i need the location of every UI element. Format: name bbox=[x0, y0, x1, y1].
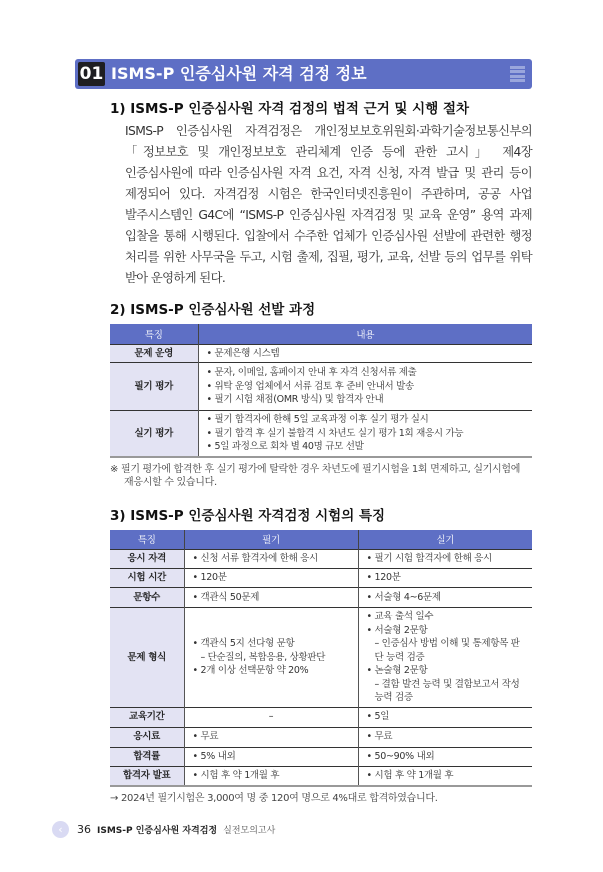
selection-process-table bbox=[110, 324, 532, 458]
table-row bbox=[110, 747, 532, 766]
practical-cell: • 50~90% 내외 bbox=[358, 747, 532, 766]
written-cell: • 객관식 5지 선다형 문항 – 단순질의, 복합응용, 상황판단 • 2개 이상 선택문항 약 20% bbox=[184, 608, 358, 708]
row-label: 합격률 bbox=[110, 747, 184, 766]
written-cell: • 시험 후 약 1개월 후 bbox=[184, 766, 358, 786]
row-label: 문제 형식 bbox=[110, 608, 184, 708]
practical-cell: • 서술형 4~6문제 bbox=[358, 588, 532, 608]
table-row bbox=[110, 569, 532, 588]
row-content: • 문제은행 시스템 bbox=[198, 344, 532, 363]
table-row bbox=[110, 411, 532, 457]
col-header: 특징 bbox=[110, 324, 198, 344]
book-subtitle: 실전모의고사 bbox=[223, 826, 276, 836]
practical-cell: • 시험 후 약 1개월 후 bbox=[358, 766, 532, 786]
written-cell: • 무료 bbox=[184, 727, 358, 747]
row-label: 필기 평가 bbox=[110, 363, 198, 411]
heading-1: 1) ISMS-P 인증심사원 자격 검정의 법적 근거 및 시행 절차 bbox=[110, 101, 470, 117]
row-label: 실기 평가 bbox=[110, 411, 198, 457]
book-title: ISMS-P 인증심사원 자격검정 bbox=[97, 826, 218, 836]
table-row bbox=[110, 727, 532, 747]
col-header: 필기 bbox=[184, 530, 358, 550]
col-header: 내용 bbox=[198, 324, 532, 344]
exam-features-table bbox=[110, 530, 532, 788]
section-title: ISMS-P 인증심사원 자격 검정 정보 bbox=[111, 64, 367, 83]
practical-cell: • 120분 bbox=[358, 569, 532, 588]
row-label: 응시 자격 bbox=[110, 550, 184, 569]
table-row bbox=[110, 608, 532, 708]
row-label: 교육기간 bbox=[110, 707, 184, 727]
written-cell: • 120분 bbox=[184, 569, 358, 588]
written-cell: • 객관식 50문제 bbox=[184, 588, 358, 608]
table-row bbox=[110, 588, 532, 608]
col-header: 실기 bbox=[358, 530, 532, 550]
section-header-bar bbox=[75, 59, 532, 89]
body-paragraph: ISMS-P 인증심사원 자격검정은 개인정보보호위원회·과학기술정보통신부의 「정보보호 및 개인정보보호 관리체계 인증 등에 관한 고시」 제4장 인증심사원에 따라 인증심사원 자격 요건, 자격 신청, 자격 발급 및 관리 등이 제정되어 있다. 자격검정 시험은 한국인터넷진흥원이 주관하며, 공공 사업 발주시스템인 G4C에 “ISMS-P 인증심사원 자격검정 및 교육 운영” 용역 과제 입찰을 통해 시행된다. 입찰에서 수주한 업체가 인증심사원 선발에 관련한 행정 처리를 위한 사무국을 두고, 시험 출제, 집필, 평가, 교육, 선발 등의 업무를 위탁 받아 운영하게 된다. bbox=[125, 124, 532, 285]
row-content: • 필기 합격자에 한해 5일 교육과정 이후 실기 평가 실시 • 필기 합격 후 실기 불합격 시 차년도 실기 평가 1회 재응시 가능 • 5일 과정으로 회차 별 40명 규모 선발 bbox=[198, 411, 532, 457]
pass-rate-note: → 2024년 필기시험은 3,000여 명 중 120여 명으로 4%대로 합격하였습니다. bbox=[110, 793, 438, 804]
written-cell: • 신청 서류 합격자에 한해 응시 bbox=[184, 550, 358, 569]
table-row bbox=[110, 363, 532, 411]
table-row bbox=[110, 766, 532, 786]
row-label: 시험 시간 bbox=[110, 569, 184, 588]
written-cell: • 5% 내외 bbox=[184, 747, 358, 766]
practical-cell: • 교육 출석 일수 • 서술형 2문항 – 인증심사 방법 이해 및 통제항목 판단 능력 검증 • 논술형 2문항 – 결함 발견 능력 및 결함보고서 작성 능력 검증 bbox=[358, 608, 532, 708]
menu-icon bbox=[510, 66, 525, 82]
practical-cell: • 필기 시험 합격자에 한해 응시 bbox=[358, 550, 532, 569]
row-label: 문항수 bbox=[110, 588, 184, 608]
table-row bbox=[110, 707, 532, 727]
written-cell: – bbox=[184, 707, 358, 727]
prev-page-icon[interactable]: ‹ bbox=[52, 821, 69, 838]
practical-cell: • 무료 bbox=[358, 727, 532, 747]
content bbox=[110, 100, 532, 805]
section-number: 01 bbox=[79, 64, 104, 84]
selection-note: ※ 필기 평가에 합격한 후 실기 평가에 탈락한 경우 차년도에 필기시험을 1회 면제하고, 실기시험에 재응시할 수 있습니다. bbox=[110, 463, 521, 488]
row-label: 문제 운영 bbox=[110, 344, 198, 363]
practical-cell: • 5일 bbox=[358, 707, 532, 727]
page-footer bbox=[52, 821, 603, 838]
row-content: • 문자, 이메일, 홈페이지 안내 후 자격 신청서류 제출 • 위탁 운영 업체에서 서류 검토 후 준비 안내서 발송 • 필기 시험 채점(OMR 방식) 및 합격자 안내 bbox=[198, 363, 532, 411]
page-number: 36 bbox=[77, 823, 91, 836]
row-label: 합격자 발표 bbox=[110, 766, 184, 786]
row-label: 응시료 bbox=[110, 727, 184, 747]
table-row bbox=[110, 344, 532, 363]
col-header: 특징 bbox=[110, 530, 184, 550]
heading-2: 2) ISMS-P 인증심사원 선발 과정 bbox=[110, 302, 316, 318]
table-row bbox=[110, 550, 532, 569]
heading-3: 3) ISMS-P 인증심사원 자격검정 시험의 특징 bbox=[110, 507, 386, 524]
